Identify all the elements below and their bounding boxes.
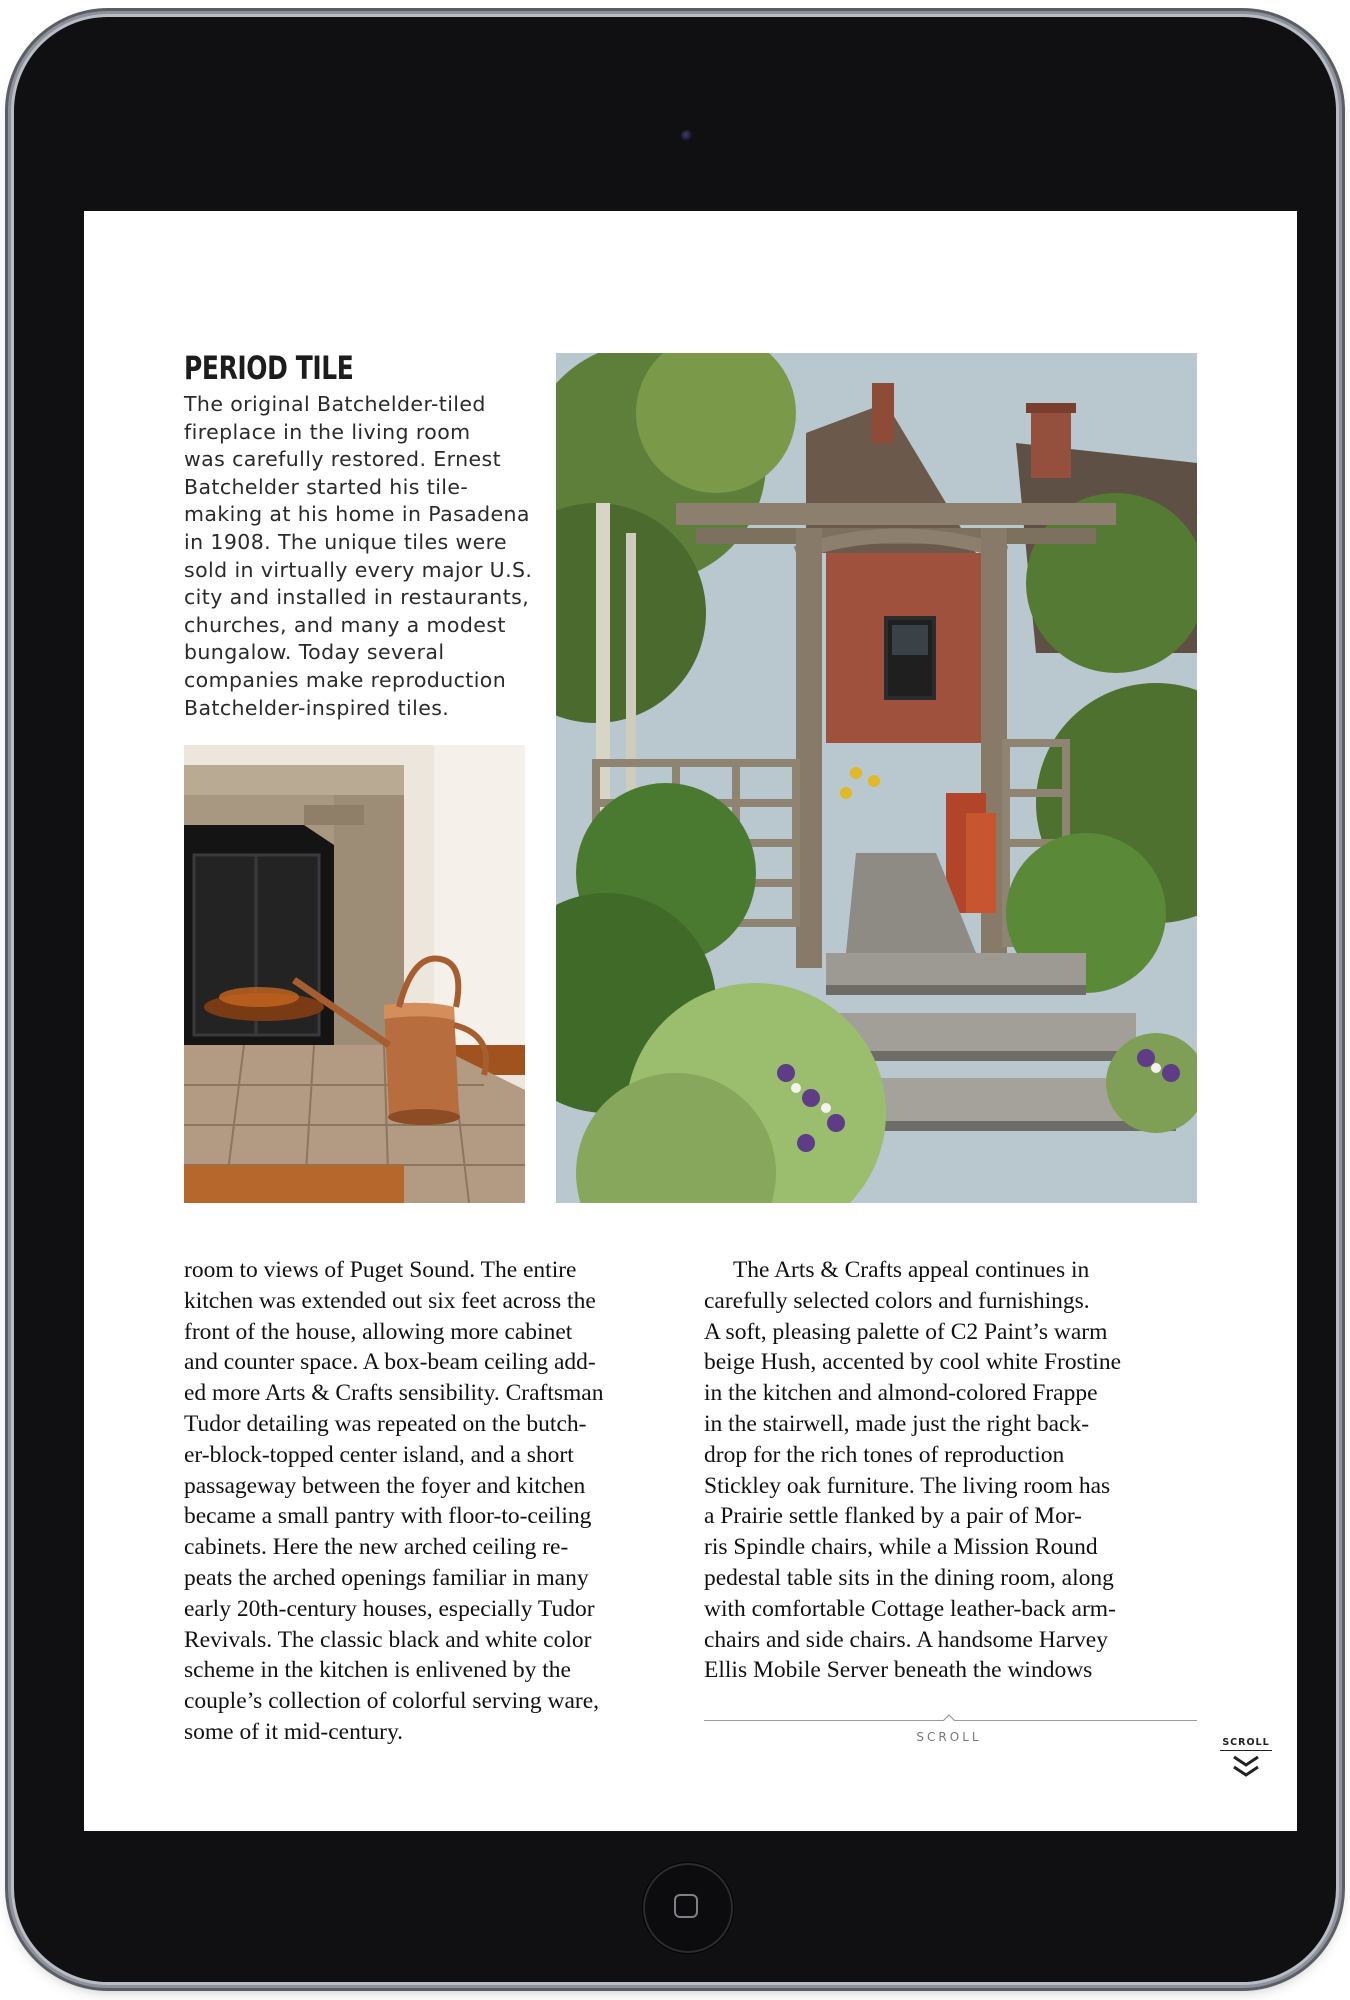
text-line: peats the arched openings familiar in many bbox=[184, 1564, 589, 1591]
scroll-corner-label: SCROLL bbox=[1220, 1737, 1272, 1751]
double-chevron-down-icon bbox=[1220, 1754, 1272, 1780]
sidebar-caption bbox=[184, 391, 533, 722]
caption-line: churches, and many a modest bbox=[184, 612, 506, 637]
caption-line: Batchelder started his tile- bbox=[184, 474, 469, 499]
text-line: cabinets. Here the new arched ceiling re- bbox=[184, 1534, 569, 1561]
home-button-icon bbox=[674, 1894, 698, 1918]
caption-line: city and installed in restaurants, bbox=[184, 585, 530, 610]
sidebar-title: PERIOD TILE bbox=[184, 349, 354, 387]
caption-line: Batchelder-inspired tiles. bbox=[184, 695, 450, 720]
text-line: a Prairie settle flanked by a pair of Mor- bbox=[704, 1503, 1082, 1530]
magazine-page[interactable] bbox=[84, 211, 1297, 1831]
text-line: er-block-topped center island, and a short bbox=[184, 1441, 574, 1468]
text-line: A soft, pleasing palette of C2 Paint’s warm bbox=[704, 1318, 1108, 1345]
article-column-right bbox=[704, 1255, 1204, 1686]
ipad-device bbox=[14, 17, 1336, 1982]
home-button[interactable] bbox=[643, 1863, 733, 1953]
text-line: couple’s collection of colorful serving ware, bbox=[184, 1688, 600, 1715]
caption-line: in 1908. The unique tiles were bbox=[184, 529, 508, 554]
garden-gate-photo bbox=[556, 353, 1197, 1203]
caption-line: making at his home in Pasadena bbox=[184, 502, 530, 527]
text-line: pedestal table sits in the dining room, along bbox=[704, 1564, 1114, 1591]
text-line: in the stairwell, made just the right back- bbox=[704, 1410, 1090, 1437]
text-line: and counter space. A box-beam ceiling add- bbox=[184, 1349, 596, 1376]
text-line: some of it mid-century. bbox=[184, 1718, 404, 1745]
text-line: drop for the rich tones of reproduction bbox=[704, 1441, 1065, 1468]
caption-line: fireplace in the living room bbox=[184, 419, 471, 444]
caption-line: sold in virtually every major U.S. bbox=[184, 557, 533, 582]
text-line: front of the house, allowing more cabinet bbox=[184, 1318, 573, 1345]
scroll-down-button[interactable] bbox=[1220, 1737, 1272, 1785]
text-line: carefully selected colors and furnishings. bbox=[704, 1287, 1090, 1314]
text-line: passageway between the foyer and kitchen bbox=[184, 1472, 586, 1499]
text-line: beige Hush, accented by cool white Frostine bbox=[704, 1349, 1122, 1376]
text-line: in the kitchen and almond-colored Frappe bbox=[704, 1380, 1098, 1407]
caption-line: companies make reproduction bbox=[184, 667, 507, 692]
caption-line: The original Batchelder-tiled bbox=[184, 392, 486, 416]
text-line: Revivals. The classic black and white color bbox=[184, 1626, 592, 1653]
caption-line: bungalow. Today several bbox=[184, 640, 445, 665]
text-line: scheme in the kitchen is enlivened by the bbox=[184, 1657, 571, 1684]
text-line: ris Spindle chairs, while a Mission Round bbox=[704, 1534, 1098, 1561]
article-column-left bbox=[184, 1255, 684, 1748]
text-line: room to views of Puget Sound. The entire bbox=[184, 1257, 577, 1283]
scroll-label[interactable]: SCROLL bbox=[916, 1730, 982, 1744]
fireplace-photo bbox=[184, 745, 525, 1203]
text-line: with comfortable Cottage leather-back arm- bbox=[704, 1595, 1116, 1622]
text-line: kitchen was extended out six feet across the bbox=[184, 1287, 596, 1314]
text-line: ed more Arts & Crafts sensibility. Craftsman bbox=[184, 1380, 604, 1407]
camera-icon bbox=[681, 130, 693, 142]
text-line: early 20th-century houses, especially Tudor bbox=[184, 1595, 595, 1622]
caption-line: was carefully restored. Ernest bbox=[184, 447, 502, 472]
caret-up-icon bbox=[942, 1712, 956, 1726]
text-line: Tudor detailing was repeated on the butch- bbox=[184, 1410, 587, 1437]
text-line: The Arts & Crafts appeal continues in bbox=[704, 1257, 1090, 1283]
text-line: Stickley oak furniture. The living room has bbox=[704, 1472, 1111, 1499]
text-line: chairs and side chairs. A handsome Harvey bbox=[704, 1626, 1108, 1653]
text-line: Ellis Mobile Server beneath the windows bbox=[704, 1657, 1093, 1684]
text-line: became a small pantry with floor-to-ceiling bbox=[184, 1503, 592, 1530]
